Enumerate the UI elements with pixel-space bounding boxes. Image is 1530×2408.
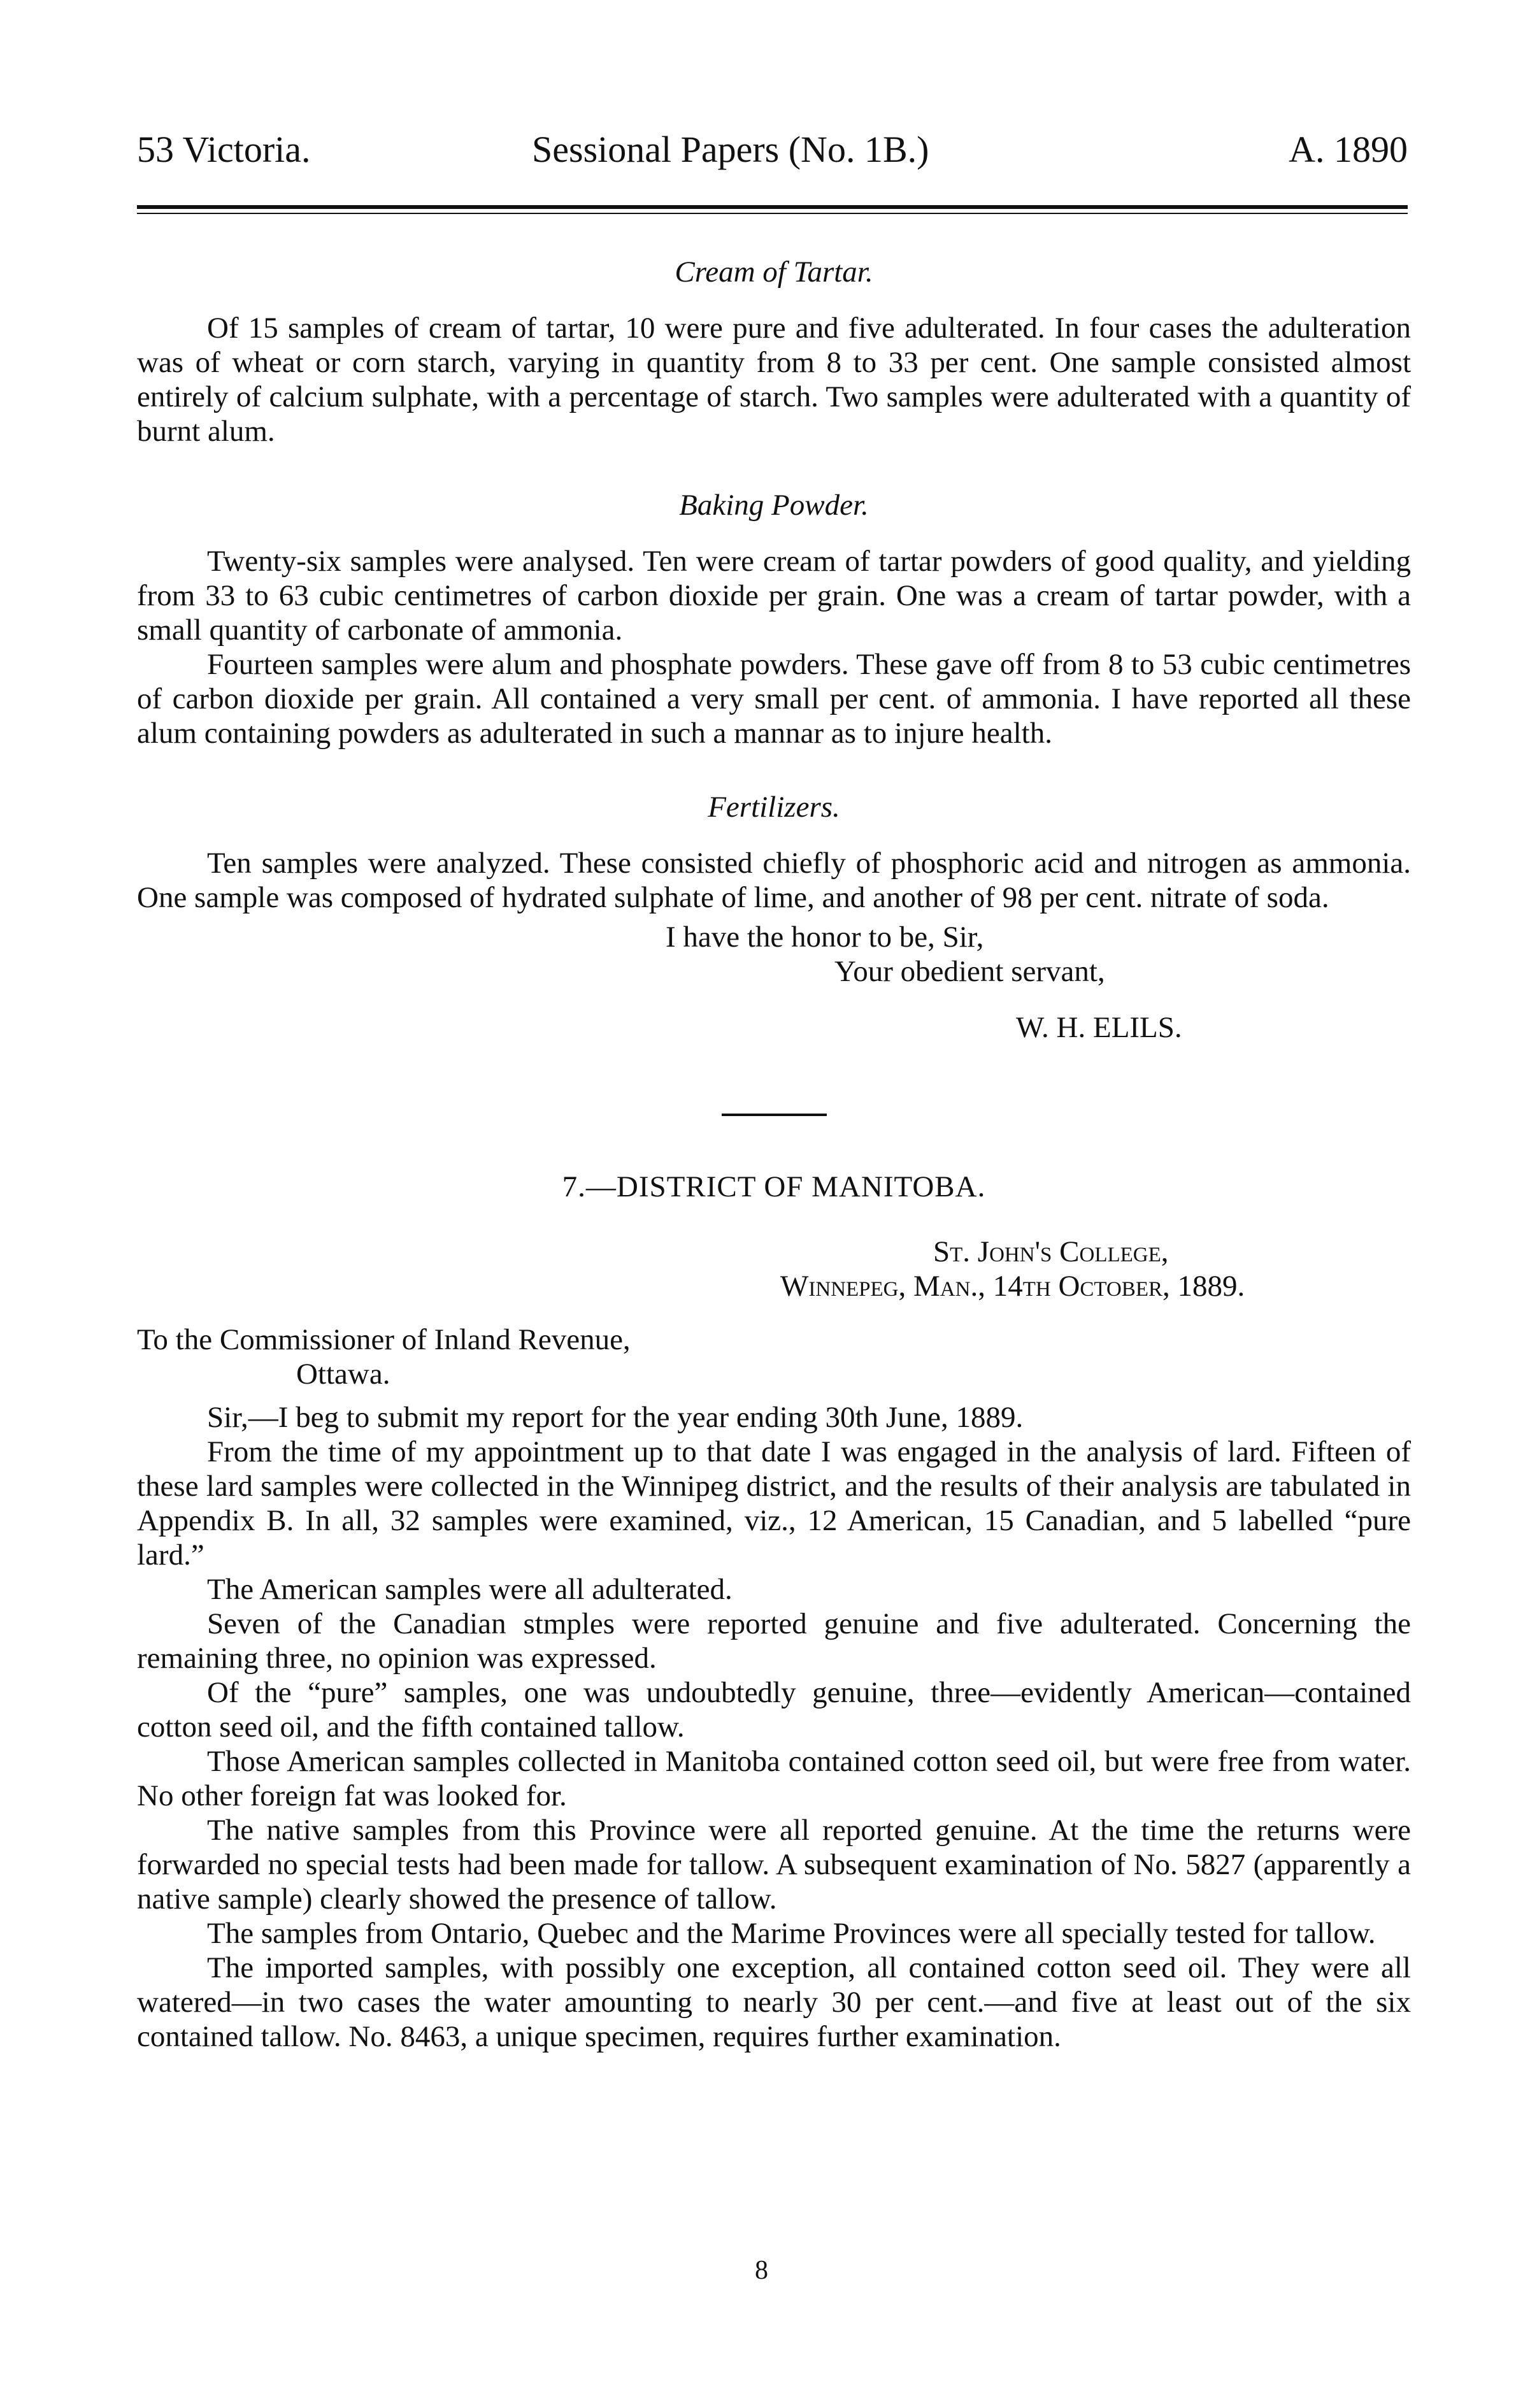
closing-line-2: Your obedient servant,: [834, 955, 1105, 988]
header-year: A. 1890: [1289, 129, 1408, 170]
report-paragraph: Those American samples collected in Manitoba contained cotton seed oil, but were free from water. No other foreign fat was looked for.: [137, 1745, 1411, 1812]
header-rule-thick: [137, 205, 1408, 209]
section-heading-fertilizers: Fertilizers.: [708, 791, 840, 824]
paragraph-baking-powder-2: Fourteen samples were alum and phosphate powders. These gave off from 8 to 53 cubic centimetres of carbon dioxide per grain. All contained a very small per cent. of ammonia. I have reported all these alum containing powders as adulterated in such a mannar as to injure health.: [137, 648, 1411, 750]
header-title: Sessional Papers (No. 1B.): [532, 129, 929, 170]
address-line-2: [137, 1269, 1411, 1303]
report-paragraph: Of the “pure” samples, one was undoubtedly genuine, three—evidently American—contained cotton seed oil, and the fifth contained tallow.: [137, 1676, 1411, 1744]
page-number: 8: [755, 2256, 768, 2285]
report-paragraph: The American samples were all adulterated.: [207, 1573, 733, 1606]
recipient-line-2: Ottawa.: [296, 1358, 390, 1391]
paragraph-cream-of-tartar: Of 15 samples of cream of tartar, 10 were pure and five adulterated. In four cases the adulteration was of wheat or corn starch, varying in quantity from 8 to 33 per cent. One sample consisted almost entirely of calcium sulphate, with a percentage of starch. Two samples were adulterated with a quantity of burnt alum.: [137, 312, 1411, 448]
recipient-line-1: To the Commissioner of Inland Revenue,: [137, 1323, 631, 1356]
section-divider: [722, 1114, 827, 1116]
signature: W. H. ELILS.: [1016, 1011, 1182, 1044]
closing-line-1: I have the honor to be, Sir,: [666, 921, 984, 954]
address-place: Winnepeg, Man., 14th October, 1889.: [780, 1270, 1245, 1303]
report-paragraph: From the time of my appointment up to that date I was engaged in the analysis of lard. Fifteen of these lard samples were collected in the Winnipeg district, and the results of their analysis are tabulated in Appendix B. In all, 32 samples were examined, viz., 12 American, 15 Canadian, and 5 labelled “pure lard.”: [137, 1435, 1411, 1572]
header-rule-thin: [137, 213, 1408, 214]
report-paragraph: The samples from Ontario, Quebec and the Marime Provinces were all specially tested for tallow.: [207, 1917, 1376, 1950]
paragraph-fertilizers: Ten samples were analyzed. These consisted chiefly of phosphoric acid and nitrogen as ammonia. One sample was composed of hydrated sulphate of lime, and another of 98 per cent. nitrate of soda.: [137, 847, 1411, 914]
report-paragraph: Sir,—I beg to submit my report for the year ending 30th June, 1889.: [207, 1401, 1024, 1434]
report-paragraph: Seven of the Canadian stmples were reported genuine and five adulterated. Concerning the remaining three, no opinion was expressed.: [137, 1607, 1411, 1675]
paragraph-baking-powder-1: Twenty-six samples were analysed. Ten were cream of tartar powders of good quality, and yielding from 33 to 63 cubic centimetres of carbon dioxide per grain. One was a cream of tartar powder, with a small quantity of carbonate of ammonia.: [137, 545, 1411, 647]
section-heading-baking-powder: Baking Powder.: [679, 489, 869, 522]
section-heading-cream-of-tartar: Cream of Tartar.: [675, 255, 873, 289]
header-volume: 53 Victoria.: [137, 129, 311, 170]
report-paragraph: The imported samples, with possibly one exception, all contained cotton seed oil. They were all watered—in two cases the water amounting to nearly 30 per cent.—and five at least out of the six contained tallow. No. 8463, a unique specimen, requires further examination.: [137, 1951, 1411, 2053]
report-paragraph: The native samples from this Province were all reported genuine. At the time the returns were forwarded no special tests had been made for tallow. A subsequent examination of No. 5827 (apparently a native sample) clearly showed the presence of tallow.: [137, 1814, 1411, 1916]
address-line-1: St. John's College,: [933, 1235, 1169, 1268]
text-column: [137, 252, 1411, 2054]
section-title-manitoba: 7.—DISTRICT OF MANITOBA.: [562, 1170, 986, 1203]
